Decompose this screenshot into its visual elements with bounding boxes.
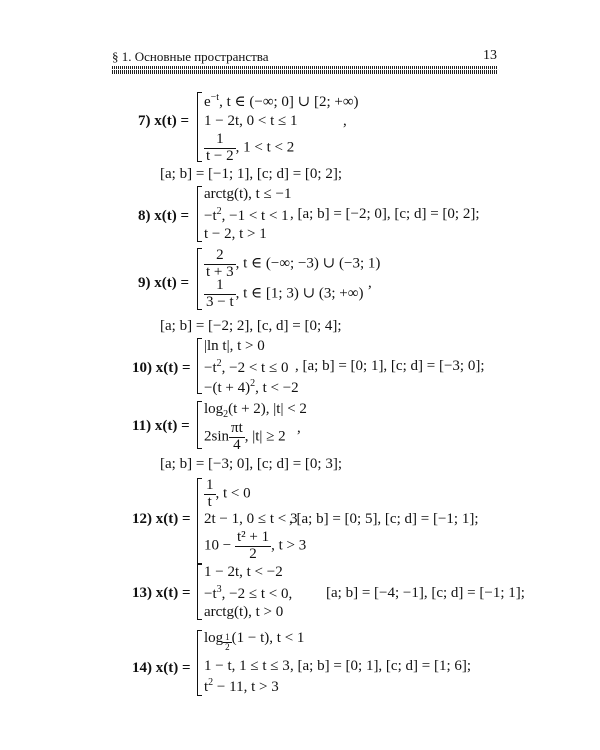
left-brace [197,478,204,564]
problem-label: 13) x(t) = [132,585,191,601]
left-brace [197,338,204,394]
problem-label: 11) x(t) = [132,418,190,434]
case-row: 1 − 2t, t < −2 [204,564,283,580]
case-row: arctg(t), t > 0 [204,604,284,620]
left-brace [197,401,204,449]
case-row: arctg(t), t ≤ −1 [204,186,292,202]
interval-line: , [a; b] = [0; 1], [c; d] = [1; 6]; [290,658,472,674]
problem-label: 12) x(t) = [132,511,191,527]
case-row: $\frac{1}{3 - t}$ , t ∈ [1; 3) ∪ (3; +∞) [206,277,364,310]
interval-line: , [a; b] = [−2; 0], [c; d] = [0; 2]; [290,206,480,222]
case-row: t − 2, t > 1 [204,226,267,242]
case-row: 1 − t, 1 ≤ t ≤ 3 [204,658,290,674]
page-number: 13 [483,48,497,63]
case-row: |ln t|, t > 0 [204,338,265,354]
trailing-comma: , [343,113,347,129]
interval-line: [a; b] = [−4; −1], [c; d] = [−1; 1]; [326,585,525,601]
problem-label: 14) x(t) = [132,660,191,676]
case-row: 10 − $\frac{\text{t² + 1}}{2}$ , t > 3 [204,529,307,562]
case-row: $e^{-t}$, t ∈ (−∞; 0] ∪ [2; +∞) [204,92,359,110]
trailing-comma: , [297,420,301,436]
interval-line: [a; b] = [−2; 2], [c, d] = [0; 4]; [160,318,342,334]
case-row: $-t^2$, −2 < t ≤ 0 [204,358,289,376]
section-title: § 1. Основные пространства [112,49,269,64]
case-row: $\frac{2}{t + 3}$ , t ∈ (−∞; −3) ∪ (−3; 1) [206,247,381,280]
interval-line: , [a; b] = [0; 1], [c; d] = [−3; 0]; [295,358,485,374]
problem-label: 10) x(t) = [132,360,191,376]
case-row: 2t − 1, 0 ≤ t < 3 [204,511,298,527]
case-row: $-t^3$, −2 ≤ t < 0, [204,584,293,602]
case-row: $\frac{1}{t - 2}$ , 1 < t < 2 [206,131,295,164]
problem-label: 7) x(t) = [138,113,190,129]
problem-label: 9) x(t) = [138,275,190,291]
case-row: 2sin $\frac{\pi t}{4}$ , |t| ≥ 2 [204,420,286,453]
case-row: 1 − 2t, 0 < t ≤ 1 [204,113,298,129]
interval-line: [a; b] = [−1; 1], [c; d] = [0; 2]; [160,166,342,182]
case-row: $\frac{1}{t}$ , t < 0 [206,477,251,510]
interval-line: , [a; b] = [0; 5], [c; d] = [−1; 1]; [289,511,479,527]
case-row: $-t^2$, −1 < t < 1 [204,206,289,224]
problem-label: 8) x(t) = [138,208,190,224]
case-row: $t^2 - 11$, t > 3 [204,677,279,695]
left-brace [197,92,204,162]
left-brace [197,564,204,620]
left-brace [197,248,204,310]
left-brace [197,630,204,696]
case-row: $-(t + 4)^2$, t < −2 [204,378,299,396]
case-row: $\log_2(t + 2)$, |t| < 2 [204,401,307,420]
interval-line: [a; b] = [−3; 0], [c; d] = [0; 3]; [160,456,342,472]
trailing-comma: , [368,275,372,291]
left-brace [197,186,204,242]
case-row: log $\frac{1}{2}$ (1 − t), t < 1 [204,630,305,652]
